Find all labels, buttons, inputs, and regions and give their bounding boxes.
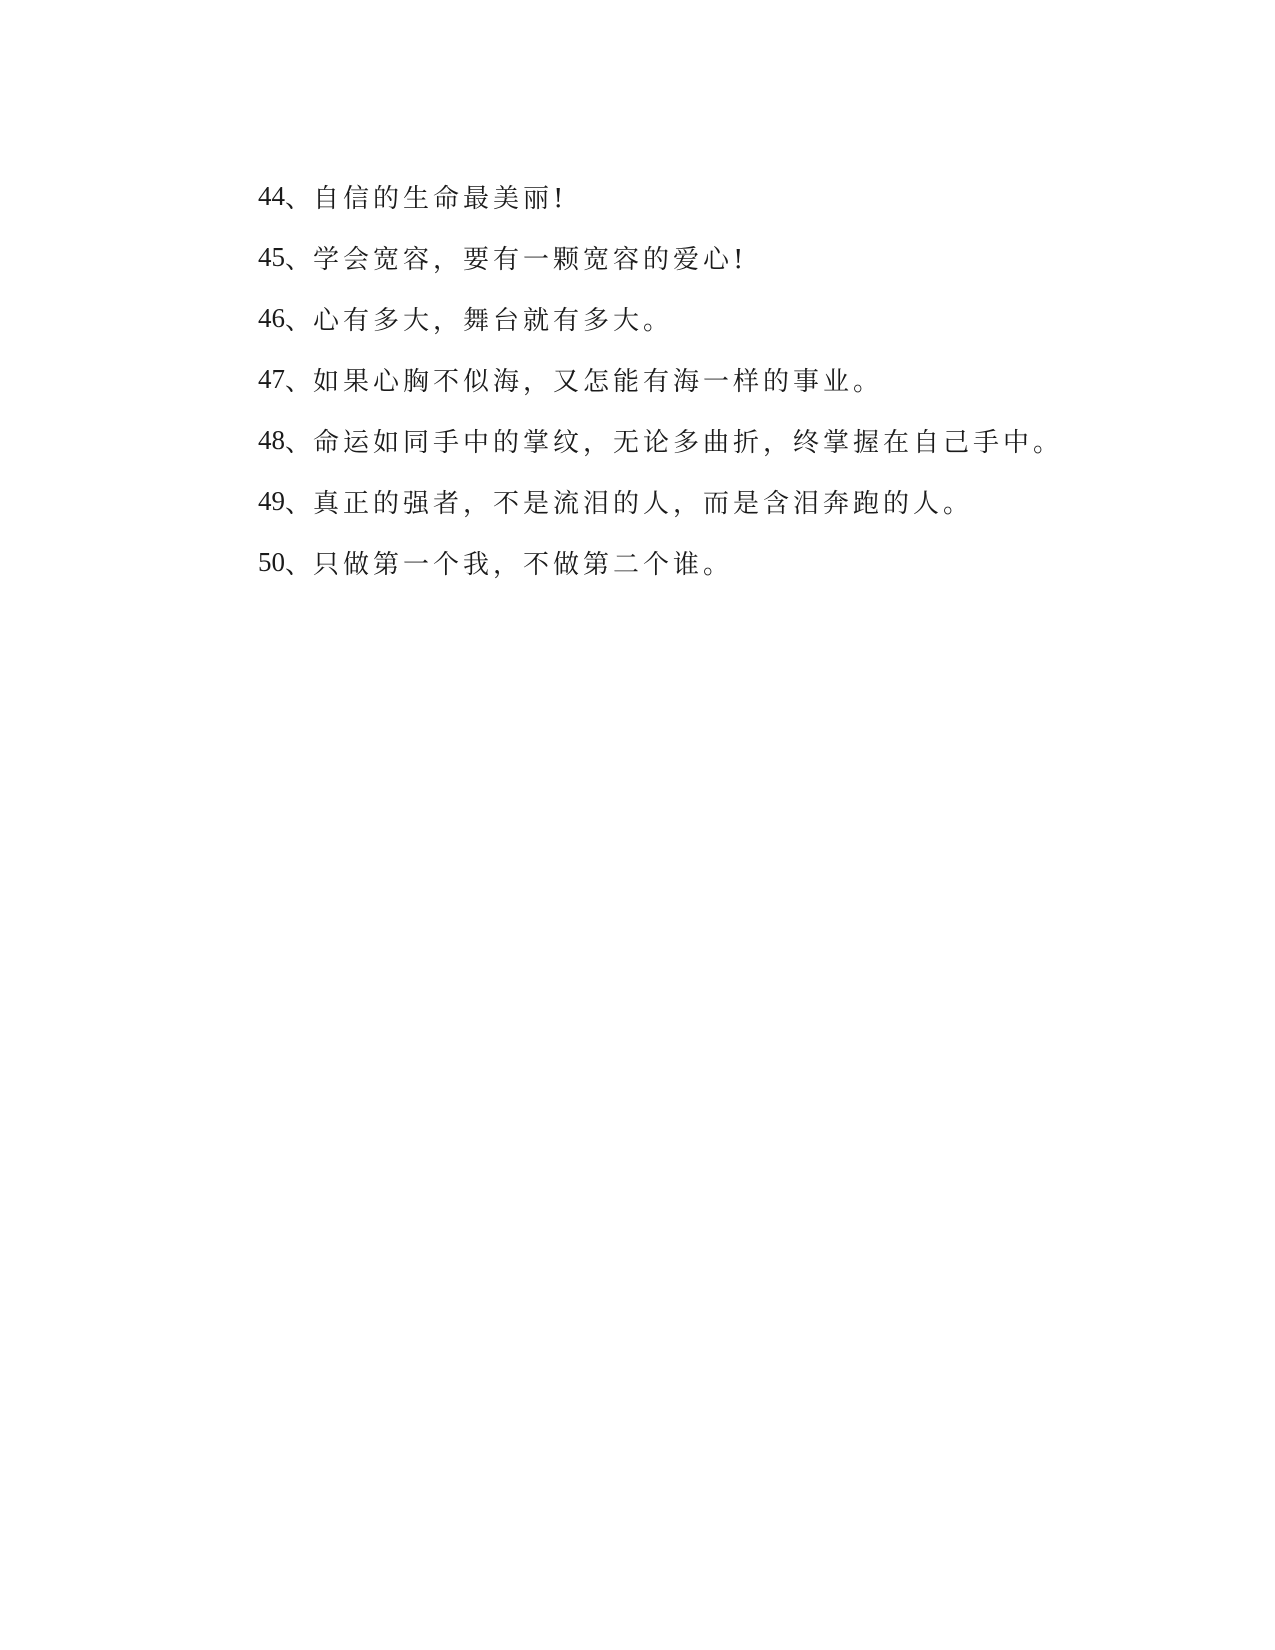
- list-item: [258, 166, 1063, 227]
- item-number: 46: [258, 303, 285, 333]
- list-item: [258, 471, 1063, 532]
- list-item: [258, 349, 1063, 410]
- item-number: 45: [258, 242, 285, 272]
- item-text: 如果心胸不似海，又怎能有海一样的事业。: [313, 367, 884, 397]
- item-text: 学会宽容，要有一颗宽容的爱心!: [313, 245, 748, 275]
- list-item: [258, 227, 1063, 288]
- item-separator: 、: [285, 306, 314, 336]
- item-number: 47: [258, 364, 285, 394]
- list-item: [258, 532, 1063, 593]
- list-item: [258, 410, 1063, 471]
- item-separator: 、: [285, 428, 314, 458]
- item-separator: 、: [285, 245, 314, 275]
- item-separator: 、: [285, 184, 314, 214]
- item-separator: 、: [285, 550, 314, 580]
- item-separator: 、: [285, 489, 314, 519]
- item-number: 44: [258, 181, 285, 211]
- item-separator: 、: [285, 367, 314, 397]
- item-text: 自信的生命最美丽!: [313, 184, 568, 214]
- item-text: 心有多大，舞台就有多大。: [313, 306, 674, 336]
- item-number: 49: [258, 486, 285, 516]
- item-number: 50: [258, 547, 285, 577]
- numbered-list: [258, 166, 1063, 593]
- item-number: 48: [258, 425, 285, 455]
- item-text: 只做第一个我，不做第二个谁。: [313, 550, 734, 580]
- item-text: 命运如同手中的掌纹，无论多曲折，终掌握在自己手中。: [313, 428, 1064, 458]
- list-item: [258, 288, 1063, 349]
- item-text: 真正的强者，不是流泪的人，而是含泪奔跑的人。: [313, 489, 974, 519]
